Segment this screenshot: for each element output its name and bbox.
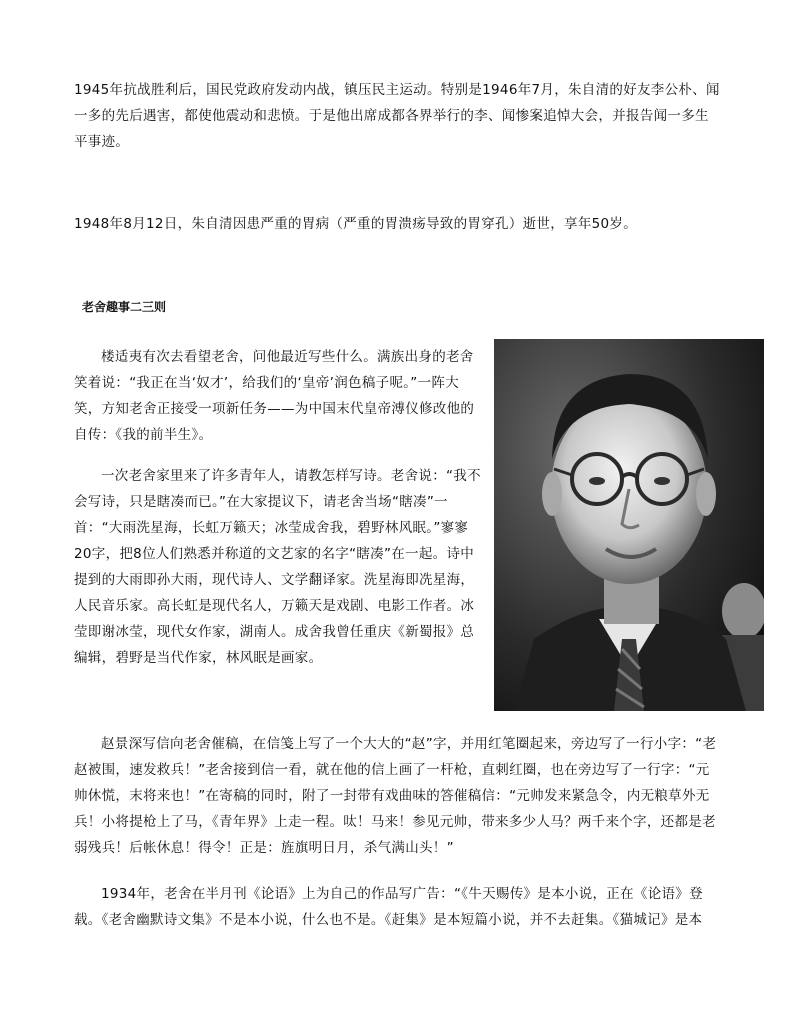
paragraph-death: 1948年8月12日，朱自清因患严重的胃病（严重的胃溃疡导致的胃穿孔）逝世，享年50岁。 (74, 216, 638, 232)
paragraph-civil-war: 1945年抗战胜利后，国民党政府发动内战，镇压民主运动。特别是1946年7月，朱自清的好友李公朴、闻一多的先后遇害，都使他震动和悲愤。于是他出席成都各界举行的李、闻惨案追悼大会，并报告闻一多生平事迹。 (74, 82, 720, 150)
paragraph-zhao-jingshen: 赵景深写信向老舍催稿，在信笺上写了一个大大的“赵”字，并用红笔圈起来，旁边写了一行小字：“老赵被围，速发救兵！”老舍接到信一看，就在他的信上画了一杆枪，直刺红圈，也在旁边写了一行字：“元帅休慌，末将来也！”在寄稿的同时，附了一封带有戏曲味的答催稿信：“元帅发来紧急令，内无粮草外无兵！小将提枪上了马，《青年界》上走一程。呔！马来！参见元帅，带来多少人马？两千来个字，还都是老弱残兵！后帐休息！得令！正是：旌旗明日月，杀气满山头！” (74, 736, 717, 856)
section-heading: 老舍趣事二三则 (82, 300, 167, 314)
paragraph-lou-shiyi: 楼适夷有次去看望老舍，问他最近写些什么。满族出身的老舍笑着说：“我正在当‘奴才’，给我们的‘皇帝’润色稿子呢。”一阵大笑，方知老舍正接受一项新任务——为中国末代皇帝溥仪修改他的自传：《我的前半生》。 (74, 349, 475, 443)
paragraph-poem: 一次老舍家里来了许多青年人，请教怎样写诗。老舍说：“我不会写诗，只是瞎凑而已。”在大家提议下，请老舍当场“瞎凑”一首：“大雨洗星海，长虹万籁天；冰莹成舍我，碧野林风眠。”寥寥20字，把8位人们熟悉并称道的文艺家的名字“瞎凑”在一起。诗中提到的大雨即孙大雨，现代诗人、文学翻译家。洗星海即冼星海，人民音乐家。高长虹是现代名人，万籁天是戏剧、电影工作者。冰莹即谢冰莹，现代女作家，湖南人。成舍我曾任重庆《新蜀报》总编辑，碧野是当代作家，林风眠是画家。 (74, 468, 481, 666)
paragraph-advertisement: 1934年，老舍在半月刊《论语》上为自己的作品写广告：“《牛天赐传》是本小说，正在《论语》登载。《老舍幽默诗文集》不是本小说，什么也不是。《赶集》是本短篇小说，并不去赶集。《猫城记》是本 (74, 886, 703, 928)
portrait-photo (494, 339, 764, 711)
